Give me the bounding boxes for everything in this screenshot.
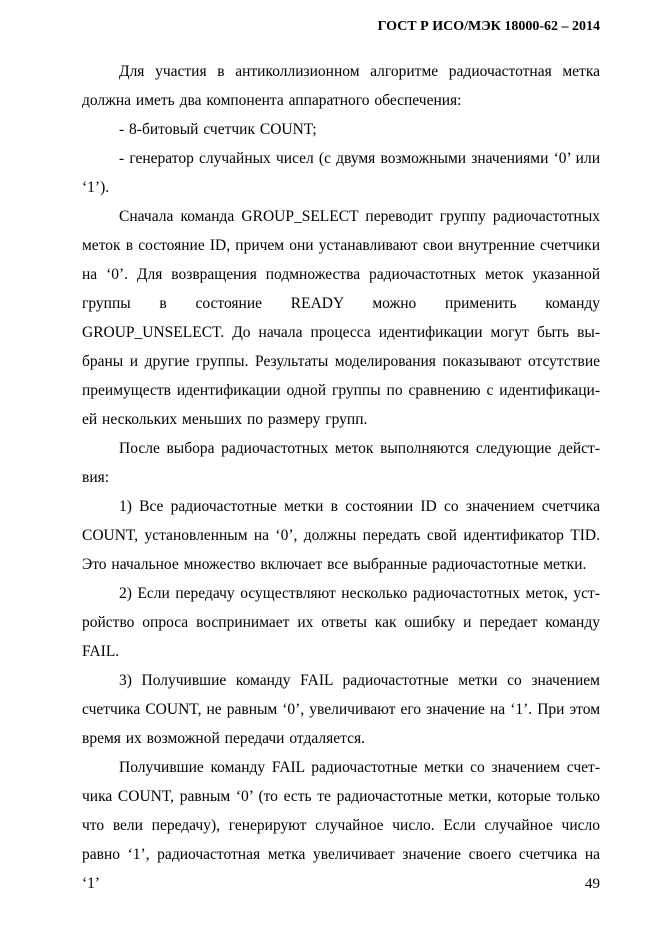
paragraph: Получившие команду FAIL радиочастотные метки со значением счетчика COUNT, равным ‘0’ (то есть те радиочастотные метки, которые только что вели передачу), генерируют случайное число. Если случайное число равно ‘1’, радиочастотная метка увеличивает значение своего счетчика на ‘1’ bbox=[82, 759, 600, 892]
paragraph: Сначала команда GROUP_SELECT переводит группу радиочастотных меток в состояние ID, причем они устанавливают свои внутренние счетчики на ‘0’. Для возвращения подмножества радиочастотных меток указанной группы в состояние READY можно применить команду GROUP_UNSELECT. До начала процесса идентификации могут быть выбраны и другие группы. Результаты моделирования показывают отсутствие преимуществ идентификации одной группы по сравнению с идентификацией нескольких меньших по размеру групп. bbox=[82, 208, 600, 428]
document-header-title: ГОСТ Р ИСО/МЭК 18000-62 – 2014 bbox=[377, 19, 600, 34]
numbered-item: 2) Если передачу осуществляют несколько радиочастотных меток, устройство опроса воспринимает их ответы как ошибку и передает команду FAIL. bbox=[82, 585, 600, 660]
numbered-item: 3) Получившие команду FAIL радиочастотные метки со значением счетчика COUNT, не равным ‘0’, увеличивают его значение на ‘1’. При этом время их возможной передачи отдаляется. bbox=[82, 672, 600, 747]
paragraph: Для участия в антиколлизионном алгоритме радиочастотная метка должна иметь два компонента аппаратного обеспечения: bbox=[82, 63, 600, 109]
page-number: 49 bbox=[585, 876, 600, 892]
list-item: - генератор случайных чисел (с двумя возможными значениями ‘0’ или ‘1’). bbox=[82, 150, 600, 196]
document-body bbox=[82, 57, 600, 898]
paragraph: После выбора радиочастотных меток выполняются следующие действия: bbox=[82, 440, 600, 486]
list-item: - 8-битовый счетчик COUNT; bbox=[119, 121, 317, 138]
numbered-item: 1) Все радиочастотные метки в состоянии ID со значением счетчика COUNT, установленным на ‘0’, должны передать свой идентификатор TID. Это начальное множество включает все выбранные радиочастотные метки. bbox=[82, 498, 600, 573]
